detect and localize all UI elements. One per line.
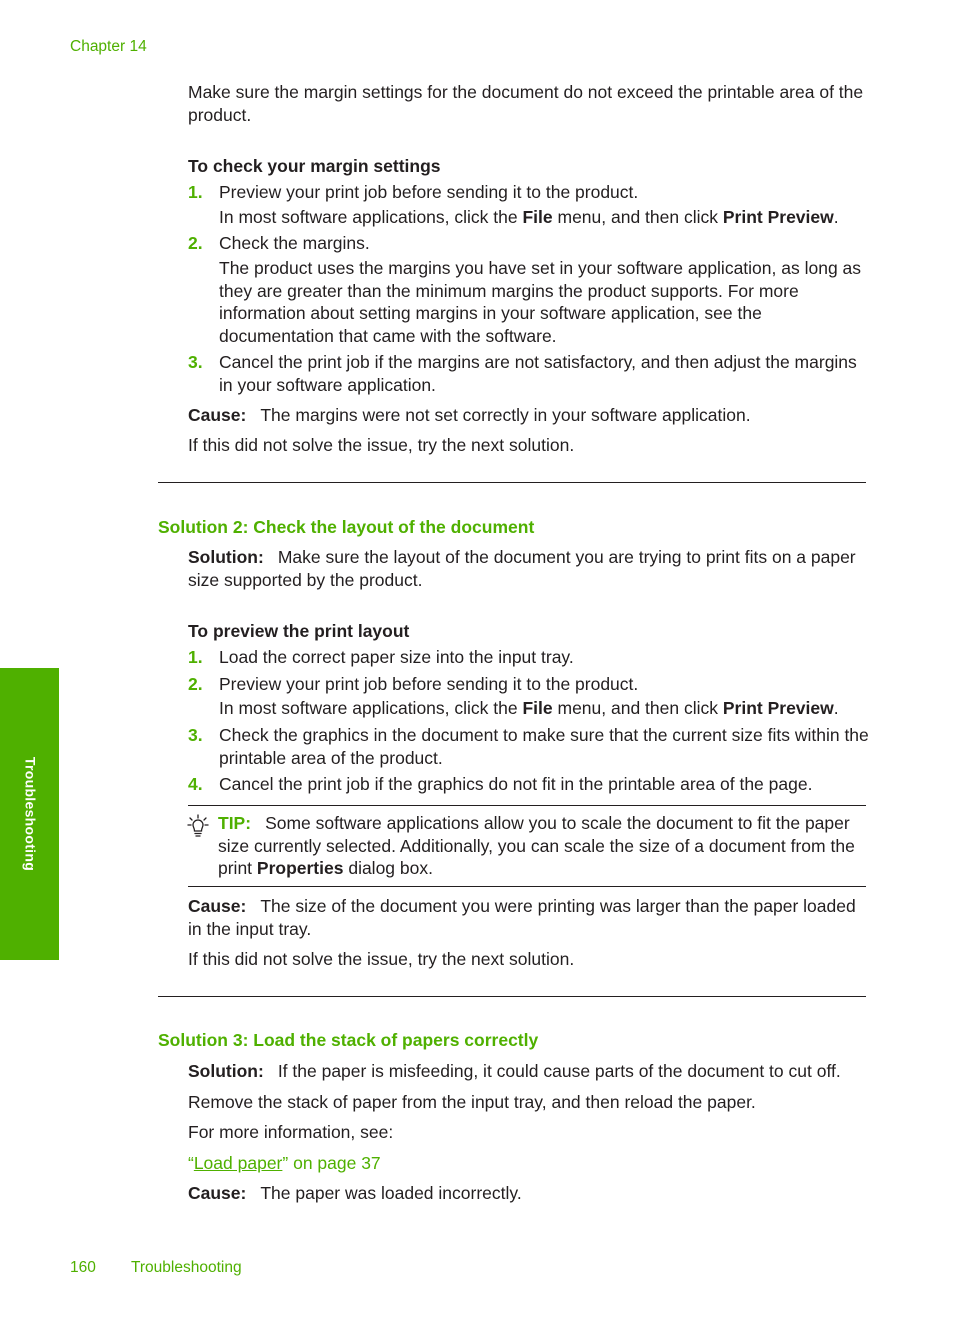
next-solution-note: If this did not solve the issue, try the next solution.: [188, 435, 575, 455]
page-number: 160: [70, 1259, 96, 1276]
lightbulb-icon: [187, 814, 209, 838]
next-solution-note: If this did not solve the issue, try the next solution.: [188, 949, 575, 969]
procedure-title-layout: To preview the print layout: [188, 621, 410, 641]
section-divider: [158, 482, 866, 483]
step-number: 1.: [188, 182, 203, 202]
footer-section: Troubleshooting: [131, 1259, 242, 1276]
step-subtext: In most software applications, click the File menu, and then click Print Preview.: [219, 698, 839, 718]
step-number: 4.: [188, 774, 203, 794]
solution-paragraph: Solution: If the paper is misfeeding, it could cause parts of the document to cut off.: [188, 1061, 841, 1081]
step-text: Cancel the print job if the margins are not satisfactory, and then adjust the margins in your software application.: [219, 352, 857, 395]
step-subtext: In most software applications, click the File menu, and then click Print Preview.: [219, 207, 839, 227]
intro-paragraph: Make sure the margin settings for the document do not exceed the printable area of the product.: [188, 82, 864, 125]
cause-paragraph: Cause: The size of the document you were printing was larger than the paper loaded in the input tray.: [188, 896, 856, 939]
step-text: Preview your print job before sending it to the product.: [219, 674, 639, 694]
solution-2-heading: Solution 2: Check the layout of the document: [158, 517, 535, 537]
load-paper-link[interactable]: “Load paper” on page 37: [188, 1153, 381, 1173]
tip-top-rule: [188, 805, 866, 806]
step-text: Check the graphics in the document to make sure that the current size fits within the printable area of the product.: [219, 725, 869, 768]
more-info-paragraph: For more information, see:: [188, 1122, 394, 1142]
step-number: 1.: [188, 647, 203, 667]
remove-paper-paragraph: Remove the stack of paper from the input tray, and then reload the paper.: [188, 1092, 756, 1112]
solution-paragraph: Solution: Make sure the layout of the document you are trying to print fits on a paper size supported by the product.: [188, 547, 856, 590]
tip-bottom-rule: [188, 886, 866, 887]
step-number: 3.: [188, 725, 203, 745]
side-tab: [0, 668, 59, 960]
step-number: 3.: [188, 352, 203, 372]
step-text: Preview your print job before sending it to the product.: [219, 182, 639, 202]
cause-paragraph: Cause: The margins were not set correctly in your software application.: [188, 405, 751, 425]
solution-3-heading: Solution 3: Load the stack of papers correctly: [158, 1030, 539, 1050]
step-number: 2.: [188, 233, 203, 253]
cause-paragraph: Cause: The paper was loaded incorrectly.: [188, 1183, 522, 1203]
chapter-label: Chapter 14: [70, 38, 147, 55]
side-tab-label: Troubleshooting: [21, 756, 38, 872]
step-text: Check the margins.: [219, 233, 370, 253]
step-text: Load the correct paper size into the input tray.: [219, 647, 574, 667]
procedure-title-margins: To check your margin settings: [188, 156, 441, 176]
step-text: Cancel the print job if the graphics do not fit in the printable area of the page.: [219, 774, 813, 794]
step-subtext: The product uses the margins you have set in your software application, as long as they are greater than the minimum margins the product supports. For more information about setting margins in your software application, see the documentation that came with the software.: [219, 258, 862, 346]
tip-paragraph: TIP: Some software applications allow you to scale the document to fit the paper size currently selected. Additionally, you can scale the size of a document from the print Properties dialog box.: [218, 813, 855, 878]
step-number: 2.: [188, 674, 203, 694]
section-divider: [158, 996, 866, 997]
